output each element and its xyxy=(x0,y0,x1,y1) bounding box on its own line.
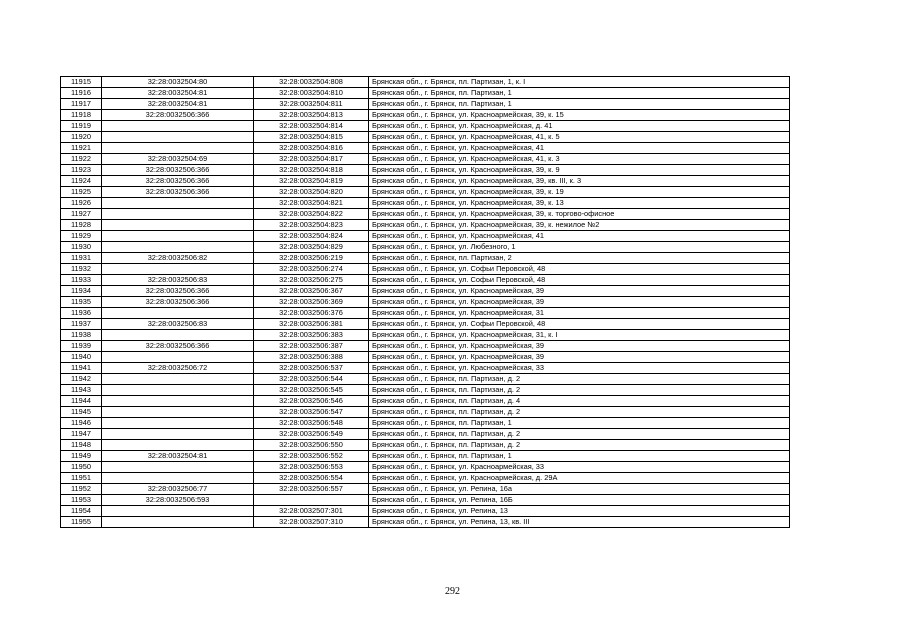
new-cadastral-number-cell: 32:28:0032504:829 xyxy=(254,242,369,253)
row-number-cell: 11952 xyxy=(61,484,102,495)
row-number-cell: 11924 xyxy=(61,176,102,187)
table-row xyxy=(61,143,790,154)
old-cadastral-number-cell: 32:28:0032504:81 xyxy=(102,451,254,462)
address-cell: Брянская обл., г. Брянск, ул. Красноармейская, 41, к. 5 xyxy=(369,132,790,143)
cadastral-table xyxy=(60,76,790,528)
new-cadastral-number-cell: 32:28:0032504:811 xyxy=(254,99,369,110)
address-cell: Брянская обл., г. Брянск, ул. Красноармейская, 41 xyxy=(369,231,790,242)
new-cadastral-number-cell: 32:28:0032506:544 xyxy=(254,374,369,385)
new-cadastral-number-cell xyxy=(254,495,369,506)
row-number-cell: 11915 xyxy=(61,77,102,88)
old-cadastral-number-cell: 32:28:0032504:81 xyxy=(102,88,254,99)
row-number-cell: 11934 xyxy=(61,286,102,297)
table-row xyxy=(61,517,790,528)
address-cell: Брянская обл., г. Брянск, ул. Красноармейская, 39 xyxy=(369,352,790,363)
new-cadastral-number-cell: 32:28:0032506:549 xyxy=(254,429,369,440)
address-cell: Брянская обл., г. Брянск, пл. Партизан, 1 xyxy=(369,418,790,429)
address-cell: Брянская обл., г. Брянск, ул. Красноармейская, 31, к. I xyxy=(369,330,790,341)
new-cadastral-number-cell: 32:28:0032506:381 xyxy=(254,319,369,330)
new-cadastral-number-cell: 32:28:0032507:301 xyxy=(254,506,369,517)
address-cell: Брянская обл., г. Брянск, ул. Софьи Перовской, 48 xyxy=(369,319,790,330)
address-cell: Брянская обл., г. Брянск, ул. Репина, 16а xyxy=(369,484,790,495)
old-cadastral-number-cell: 32:28:0032504:81 xyxy=(102,99,254,110)
table-row xyxy=(61,374,790,385)
table-row xyxy=(61,110,790,121)
address-cell: Брянская обл., г. Брянск, ул. Красноармейская, 31 xyxy=(369,308,790,319)
table-row xyxy=(61,363,790,374)
old-cadastral-number-cell: 32:28:0032504:80 xyxy=(102,77,254,88)
old-cadastral-number-cell: 32:28:0032506:366 xyxy=(102,110,254,121)
new-cadastral-number-cell: 32:28:0032506:553 xyxy=(254,462,369,473)
new-cadastral-number-cell: 32:28:0032506:545 xyxy=(254,385,369,396)
address-cell: Брянская обл., г. Брянск, ул. Софьи Перовской, 48 xyxy=(369,275,790,286)
table-row xyxy=(61,484,790,495)
new-cadastral-number-cell: 32:28:0032506:547 xyxy=(254,407,369,418)
table-row xyxy=(61,77,790,88)
table-row xyxy=(61,275,790,286)
address-cell: Брянская обл., г. Брянск, ул. Репина, 13, кв. III xyxy=(369,517,790,528)
new-cadastral-number-cell: 32:28:0032504:808 xyxy=(254,77,369,88)
row-number-cell: 11941 xyxy=(61,363,102,374)
row-number-cell: 11917 xyxy=(61,99,102,110)
table-row xyxy=(61,396,790,407)
table-row xyxy=(61,429,790,440)
new-cadastral-number-cell: 32:28:0032506:219 xyxy=(254,253,369,264)
row-number-cell: 11939 xyxy=(61,341,102,352)
new-cadastral-number-cell: 32:28:0032506:388 xyxy=(254,352,369,363)
table-row xyxy=(61,451,790,462)
address-cell: Брянская обл., г. Брянск, ул. Красноармейская, 39, к. 13 xyxy=(369,198,790,209)
table-row xyxy=(61,407,790,418)
table-row xyxy=(61,176,790,187)
row-number-cell: 11935 xyxy=(61,297,102,308)
row-number-cell: 11922 xyxy=(61,154,102,165)
new-cadastral-number-cell: 32:28:0032504:813 xyxy=(254,110,369,121)
old-cadastral-number-cell xyxy=(102,396,254,407)
address-cell: Брянская обл., г. Брянск, пл. Партизан, д. 2 xyxy=(369,429,790,440)
address-cell: Брянская обл., г. Брянск, ул. Софьи Перовской, 48 xyxy=(369,264,790,275)
new-cadastral-number-cell: 32:28:0032506:552 xyxy=(254,451,369,462)
new-cadastral-number-cell: 32:28:0032504:823 xyxy=(254,220,369,231)
table-row xyxy=(61,385,790,396)
old-cadastral-number-cell xyxy=(102,462,254,473)
table-row xyxy=(61,198,790,209)
old-cadastral-number-cell: 32:28:0032506:72 xyxy=(102,363,254,374)
old-cadastral-number-cell: 32:28:0032506:366 xyxy=(102,286,254,297)
address-cell: Брянская обл., г. Брянск, ул. Красноармейская, 39, к. 9 xyxy=(369,165,790,176)
table-row xyxy=(61,319,790,330)
address-cell: Брянская обл., г. Брянск, пл. Партизан, 2 xyxy=(369,253,790,264)
address-cell: Брянская обл., г. Брянск, пл. Партизан, д. 4 xyxy=(369,396,790,407)
new-cadastral-number-cell: 32:28:0032506:274 xyxy=(254,264,369,275)
new-cadastral-number-cell: 32:28:0032506:387 xyxy=(254,341,369,352)
old-cadastral-number-cell xyxy=(102,209,254,220)
row-number-cell: 11951 xyxy=(61,473,102,484)
table-row xyxy=(61,462,790,473)
row-number-cell: 11943 xyxy=(61,385,102,396)
row-number-cell: 11920 xyxy=(61,132,102,143)
row-number-cell: 11944 xyxy=(61,396,102,407)
table-row xyxy=(61,341,790,352)
row-number-cell: 11928 xyxy=(61,220,102,231)
old-cadastral-number-cell xyxy=(102,429,254,440)
address-cell: Брянская обл., г. Брянск, ул. Красноармейская, 39, к. нежилое №2 xyxy=(369,220,790,231)
old-cadastral-number-cell xyxy=(102,132,254,143)
table-row xyxy=(61,209,790,220)
address-cell: Брянская обл., г. Брянск, ул. Красноармейская, д. 29А xyxy=(369,473,790,484)
old-cadastral-number-cell xyxy=(102,352,254,363)
table-row xyxy=(61,187,790,198)
new-cadastral-number-cell: 32:28:0032504:821 xyxy=(254,198,369,209)
page-number: 292 xyxy=(445,586,460,597)
old-cadastral-number-cell xyxy=(102,506,254,517)
table-row xyxy=(61,121,790,132)
address-cell: Брянская обл., г. Брянск, ул. Красноармейская, 39, кв. III, к. 3 xyxy=(369,176,790,187)
new-cadastral-number-cell: 32:28:0032506:376 xyxy=(254,308,369,319)
old-cadastral-number-cell: 32:28:0032504:69 xyxy=(102,154,254,165)
old-cadastral-number-cell xyxy=(102,385,254,396)
new-cadastral-number-cell: 32:28:0032506:367 xyxy=(254,286,369,297)
address-cell: Брянская обл., г. Брянск, ул. Репина, 13 xyxy=(369,506,790,517)
new-cadastral-number-cell: 32:28:0032506:557 xyxy=(254,484,369,495)
new-cadastral-number-cell: 32:28:0032504:820 xyxy=(254,187,369,198)
table-row xyxy=(61,495,790,506)
new-cadastral-number-cell: 32:28:0032506:554 xyxy=(254,473,369,484)
row-number-cell: 11948 xyxy=(61,440,102,451)
address-cell: Брянская обл., г. Брянск, ул. Красноармейская, 33 xyxy=(369,363,790,374)
row-number-cell: 11949 xyxy=(61,451,102,462)
row-number-cell: 11940 xyxy=(61,352,102,363)
row-number-cell: 11947 xyxy=(61,429,102,440)
table-row xyxy=(61,308,790,319)
address-cell: Брянская обл., г. Брянск, пл. Партизан, д. 2 xyxy=(369,440,790,451)
new-cadastral-number-cell: 32:28:0032506:546 xyxy=(254,396,369,407)
old-cadastral-number-cell: 32:28:0032506:593 xyxy=(102,495,254,506)
old-cadastral-number-cell: 32:28:0032506:366 xyxy=(102,341,254,352)
old-cadastral-number-cell: 32:28:0032506:366 xyxy=(102,165,254,176)
table-row xyxy=(61,506,790,517)
address-cell: Брянская обл., г. Брянск, ул. Красноармейская, 39, к. торгово-офисное xyxy=(369,209,790,220)
row-number-cell: 11926 xyxy=(61,198,102,209)
row-number-cell: 11936 xyxy=(61,308,102,319)
row-number-cell: 11927 xyxy=(61,209,102,220)
old-cadastral-number-cell xyxy=(102,198,254,209)
address-cell: Брянская обл., г. Брянск, пл. Партизан, 1 xyxy=(369,99,790,110)
new-cadastral-number-cell: 32:28:0032507:310 xyxy=(254,517,369,528)
row-number-cell: 11929 xyxy=(61,231,102,242)
old-cadastral-number-cell xyxy=(102,517,254,528)
table-row xyxy=(61,220,790,231)
old-cadastral-number-cell xyxy=(102,473,254,484)
address-cell: Брянская обл., г. Брянск, пл. Партизан, д. 2 xyxy=(369,407,790,418)
address-cell: Брянская обл., г. Брянск, пл. Партизан, д. 2 xyxy=(369,374,790,385)
cadastral-table-body xyxy=(61,77,790,528)
row-number-cell: 11954 xyxy=(61,506,102,517)
address-cell: Брянская обл., г. Брянск, пл. Партизан, 1 xyxy=(369,88,790,99)
new-cadastral-number-cell: 32:28:0032506:369 xyxy=(254,297,369,308)
table-row xyxy=(61,330,790,341)
row-number-cell: 11946 xyxy=(61,418,102,429)
table-row xyxy=(61,473,790,484)
row-number-cell: 11930 xyxy=(61,242,102,253)
address-cell: Брянская обл., г. Брянск, ул. Красноармейская, 39 xyxy=(369,297,790,308)
new-cadastral-number-cell: 32:28:0032506:537 xyxy=(254,363,369,374)
address-cell: Брянская обл., г. Брянск, пл. Партизан, 1, к. I xyxy=(369,77,790,88)
address-cell: Брянская обл., г. Брянск, ул. Красноармейская, 41, к. 3 xyxy=(369,154,790,165)
old-cadastral-number-cell: 32:28:0032506:366 xyxy=(102,176,254,187)
old-cadastral-number-cell xyxy=(102,330,254,341)
old-cadastral-number-cell xyxy=(102,143,254,154)
row-number-cell: 11933 xyxy=(61,275,102,286)
old-cadastral-number-cell xyxy=(102,308,254,319)
new-cadastral-number-cell: 32:28:0032504:814 xyxy=(254,121,369,132)
old-cadastral-number-cell: 32:28:0032506:77 xyxy=(102,484,254,495)
old-cadastral-number-cell xyxy=(102,407,254,418)
table-row xyxy=(61,132,790,143)
table-row xyxy=(61,440,790,451)
row-number-cell: 11955 xyxy=(61,517,102,528)
new-cadastral-number-cell: 32:28:0032504:824 xyxy=(254,231,369,242)
old-cadastral-number-cell xyxy=(102,440,254,451)
row-number-cell: 11938 xyxy=(61,330,102,341)
address-cell: Брянская обл., г. Брянск, пл. Партизан, 1 xyxy=(369,451,790,462)
new-cadastral-number-cell: 32:28:0032506:383 xyxy=(254,330,369,341)
row-number-cell: 11937 xyxy=(61,319,102,330)
table-row xyxy=(61,99,790,110)
address-cell: Брянская обл., г. Брянск, ул. Красноармейская, д. 41 xyxy=(369,121,790,132)
row-number-cell: 11918 xyxy=(61,110,102,121)
address-cell: Брянская обл., г. Брянск, ул. Красноармейская, 39, к. 15 xyxy=(369,110,790,121)
old-cadastral-number-cell xyxy=(102,264,254,275)
row-number-cell: 11942 xyxy=(61,374,102,385)
address-cell: Брянская обл., г. Брянск, ул. Красноармейская, 39 xyxy=(369,341,790,352)
address-cell: Брянская обл., г. Брянск, ул. Красноармейская, 39, к. 19 xyxy=(369,187,790,198)
table-row xyxy=(61,154,790,165)
row-number-cell: 11919 xyxy=(61,121,102,132)
table-row xyxy=(61,264,790,275)
table-row xyxy=(61,418,790,429)
row-number-cell: 11923 xyxy=(61,165,102,176)
new-cadastral-number-cell: 32:28:0032504:810 xyxy=(254,88,369,99)
row-number-cell: 11945 xyxy=(61,407,102,418)
new-cadastral-number-cell: 32:28:0032506:548 xyxy=(254,418,369,429)
old-cadastral-number-cell xyxy=(102,231,254,242)
old-cadastral-number-cell xyxy=(102,220,254,231)
new-cadastral-number-cell: 32:28:0032504:819 xyxy=(254,176,369,187)
table-row xyxy=(61,286,790,297)
row-number-cell: 11925 xyxy=(61,187,102,198)
address-cell: Брянская обл., г. Брянск, ул. Красноармейская, 33 xyxy=(369,462,790,473)
table-row xyxy=(61,253,790,264)
new-cadastral-number-cell: 32:28:0032504:816 xyxy=(254,143,369,154)
old-cadastral-number-cell xyxy=(102,121,254,132)
table-row xyxy=(61,297,790,308)
old-cadastral-number-cell: 32:28:0032506:366 xyxy=(102,297,254,308)
row-number-cell: 11921 xyxy=(61,143,102,154)
old-cadastral-number-cell: 32:28:0032506:83 xyxy=(102,275,254,286)
address-cell: Брянская обл., г. Брянск, пл. Партизан, д. 2 xyxy=(369,385,790,396)
row-number-cell: 11916 xyxy=(61,88,102,99)
table-row xyxy=(61,231,790,242)
address-cell: Брянская обл., г. Брянск, ул. Красноармейская, 39 xyxy=(369,286,790,297)
old-cadastral-number-cell: 32:28:0032506:82 xyxy=(102,253,254,264)
row-number-cell: 11953 xyxy=(61,495,102,506)
new-cadastral-number-cell: 32:28:0032504:817 xyxy=(254,154,369,165)
new-cadastral-number-cell: 32:28:0032506:275 xyxy=(254,275,369,286)
new-cadastral-number-cell: 32:28:0032506:550 xyxy=(254,440,369,451)
new-cadastral-number-cell: 32:28:0032504:815 xyxy=(254,132,369,143)
old-cadastral-number-cell: 32:28:0032506:366 xyxy=(102,187,254,198)
table-row xyxy=(61,352,790,363)
old-cadastral-number-cell: 32:28:0032506:83 xyxy=(102,319,254,330)
address-cell: Брянская обл., г. Брянск, ул. Репина, 16Б xyxy=(369,495,790,506)
row-number-cell: 11950 xyxy=(61,462,102,473)
address-cell: Брянская обл., г. Брянск, ул. Любезного, 1 xyxy=(369,242,790,253)
new-cadastral-number-cell: 32:28:0032504:818 xyxy=(254,165,369,176)
new-cadastral-number-cell: 32:28:0032504:822 xyxy=(254,209,369,220)
address-cell: Брянская обл., г. Брянск, ул. Красноармейская, 41 xyxy=(369,143,790,154)
row-number-cell: 11931 xyxy=(61,253,102,264)
table-row xyxy=(61,242,790,253)
old-cadastral-number-cell xyxy=(102,242,254,253)
row-number-cell: 11932 xyxy=(61,264,102,275)
table-row xyxy=(61,88,790,99)
table-row xyxy=(61,165,790,176)
old-cadastral-number-cell xyxy=(102,418,254,429)
old-cadastral-number-cell xyxy=(102,374,254,385)
